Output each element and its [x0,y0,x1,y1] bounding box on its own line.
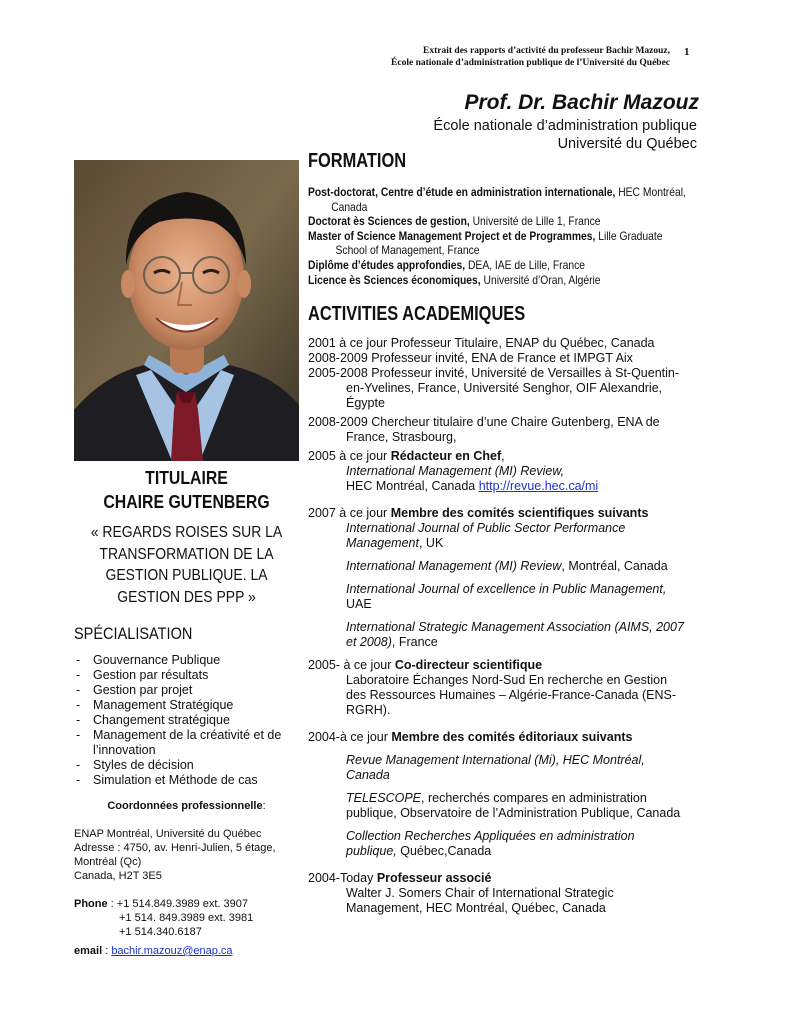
activity-line: en-Yvelines, France, Université Senghor, OIF Alexandrie, [346,381,663,396]
degree-place: Université de Lille 1, France [469,214,601,229]
role: Rédacteur en Chef [390,449,502,464]
activities-list [308,336,708,916]
phone-number: : +1 514.849.3989 ext. 3907 [107,898,248,910]
journal-name: Management [346,536,419,551]
date: 2007 à ce jour [308,506,391,521]
degree-place-cont: School of Management, France [335,243,480,258]
address-line: Adresse : 4750, av. Henri-Julien, 5 étage, [74,842,276,854]
date: 2004-à ce jour [308,730,392,745]
date: 2005 à ce jour [308,449,391,464]
specialisation-item: - Gestion par résultats [74,668,299,683]
committee-item [308,521,708,536]
running-header [391,45,670,69]
journal-country: UAE [346,597,372,612]
phone-label: Phone [74,898,108,910]
role: Membre des comités scientifiques suivants [390,506,649,521]
journal-desc: publique, Observatoire de l’Administration Publique, Canada [346,806,681,821]
formation-heading: FORMATION [308,150,407,172]
journal-name: International Management (MI) Review [346,559,562,574]
contact-heading-colon: : [262,800,266,812]
journal-name: International Strategic Management Association (AIMS, 2007 [346,620,684,635]
scientific-committees [308,506,708,521]
date: 2005- à ce jour [308,658,395,673]
committee-item [308,844,708,859]
chair-title [88,466,286,514]
journal-name: Canada [346,768,390,783]
email-link[interactable]: bachir.mazouz@enap.ca [111,945,233,957]
contact-email [74,945,299,957]
journal-publisher [308,479,708,494]
contact-phone [74,897,299,939]
associate-professor [308,871,708,886]
phone-number: +1 514. 849.3989 ext. 3981 [119,912,254,924]
institution-line-1: École nationale d’administration publique [433,118,697,134]
specialisation-item: - Gouvernance Publique [74,653,299,668]
journal-name: TELESCOPE [346,791,422,806]
degree-title: Master of Science Management Project et de Programmes, [308,228,596,243]
punct: , [501,449,505,464]
journal-name: Collection Recherches Appliquées en administration [346,829,635,844]
journal-country: Québec,Canada [396,844,492,859]
degree-title: Licence ès Sciences économiques, [308,272,481,287]
formation-item [308,258,707,273]
committee-item [308,559,708,574]
activity-line: 2005-2008 Professeur invité, Université de Versailles à St-Quentin- [308,366,680,381]
committee-item [308,635,708,650]
formation-list [308,185,708,287]
journal-name: International Journal of Public Sector Performance [346,521,626,536]
email-label: email [74,945,103,957]
editorial-committees [308,730,708,745]
activity-line: 2008-2009 Chercheur titulaire d’une Chaire Gutenberg, ENA de [308,415,660,430]
date: 2004-Today [308,871,377,886]
co-director [308,658,708,673]
journal-country: , Montréal, Canada [561,559,668,574]
journal-name: publique, [346,844,397,859]
publisher: HEC Montréal, Canada [346,479,479,494]
email-separator: : [102,945,112,957]
activity-line: 2001 à ce jour Professeur Titulaire, ENAP du Québec, Canada [308,336,655,351]
degree-place: HEC Montréal, [615,185,686,199]
journal-desc: , recherchés compares en administration [421,791,647,806]
journal-name: International Management (MI) Review, [346,464,565,479]
chair-line: Walter J. Somers Chair of International Strategic [346,886,614,901]
role: Co-directeur scientifique [394,658,543,673]
degree-title: Post-doctorat, Centre d’étude en administration internationale, [308,185,616,199]
activity-line: Égypte [346,396,385,411]
formation-item [308,229,707,244]
role: Professeur associé [376,871,492,886]
header-line-2: École nationale d’administration publique de l’Université du Québec [391,58,670,68]
institution-line-2: Université du Québec [557,136,697,152]
address-line: ENAP Montréal, Université du Québec [74,828,262,840]
left-column [74,466,299,957]
formation-item [308,185,707,200]
degree-place-cont: Canada [331,199,368,214]
lab-line: Laboratoire Échanges Nord-Sud En recherche en Gestion [346,673,668,688]
specialisation-item: - Styles de décision [74,758,299,773]
degree-place: Lille Graduate [595,228,663,243]
journal-name: et 2008) [346,635,392,650]
specialisation-list [74,653,299,788]
phone-number: +1 514.340.6187 [119,926,202,938]
degree-title: Doctorat ès Sciences de gestion, [308,214,470,229]
contact-heading [74,800,299,812]
committee-item [308,791,708,806]
page-number: 1 [684,46,690,58]
chair-subtitle: « REGARDS ROISES SUR LA TRANSFORMATION DE LA GESTION PUBLIQUE. LA GESTION DES PPP » [90,524,283,606]
specialisation-heading: SPÉCIALISATION [74,625,193,643]
degree-title: Diplôme d’études approfondies, [308,257,466,272]
journal-country: , UK [418,536,444,551]
portrait-photo [74,160,299,461]
address-line: Montréal (Qc) [74,856,142,868]
role: Membre des comités éditoriaux suivants [391,730,633,745]
formation-item [308,214,707,229]
specialisation-item: - Management Stratégique [74,698,299,713]
journal-country: , France [391,635,438,650]
degree-place: DEA, IAE de Lille, France [465,257,586,272]
chair-title-line-1: TITULAIRE [145,468,228,488]
institution [433,117,697,153]
formation-item [308,273,707,288]
specialisation-item: - Gestion par projet [74,683,299,698]
header-line-1: Extrait des rapports d’activité du professeur Bachir Mazouz, [423,46,670,56]
contact-address [74,827,299,883]
specialisation-item: - Simulation et Méthode de cas [74,773,299,788]
address-line: Canada, H2T 3E5 [74,870,162,882]
journal-name: International Journal of excellence in Public Management, [346,582,667,597]
chair-title-line-2: CHAIRE GUTENBERG [103,492,270,512]
right-column [308,150,708,916]
lab-line: des Ressources Humaines – Algérie-France-Canada (ENS- [346,688,677,703]
specialisation-item: - Changement stratégique [74,713,299,728]
specialisation-item: - Management de la créativité et de l’innovation [74,728,299,758]
chair-line: Management, HEC Montréal, Québec, Canada [346,901,606,916]
person-name: Prof. Dr. Bachir Mazouz [464,91,699,114]
activities-heading: ACTIVITIES ACADEMIQUES [308,303,526,326]
activity-line: France, Strasbourg, [346,430,457,445]
editor-in-chief [308,449,708,464]
journal-name: Revue Management International (Mi), HEC Montréal, [346,753,645,768]
contact-heading-text: Coordonnées professionnelle [107,800,263,812]
committee-item [308,536,708,551]
journal-url-link[interactable]: http://revue.hec.ca/mi [478,479,599,494]
degree-place: Université d’Oran, Algérie [480,272,601,287]
activity-line: 2008-2009 Professeur invité, ENA de France et IMPGT Aix [308,351,633,366]
lab-line: RGRH). [346,703,391,718]
